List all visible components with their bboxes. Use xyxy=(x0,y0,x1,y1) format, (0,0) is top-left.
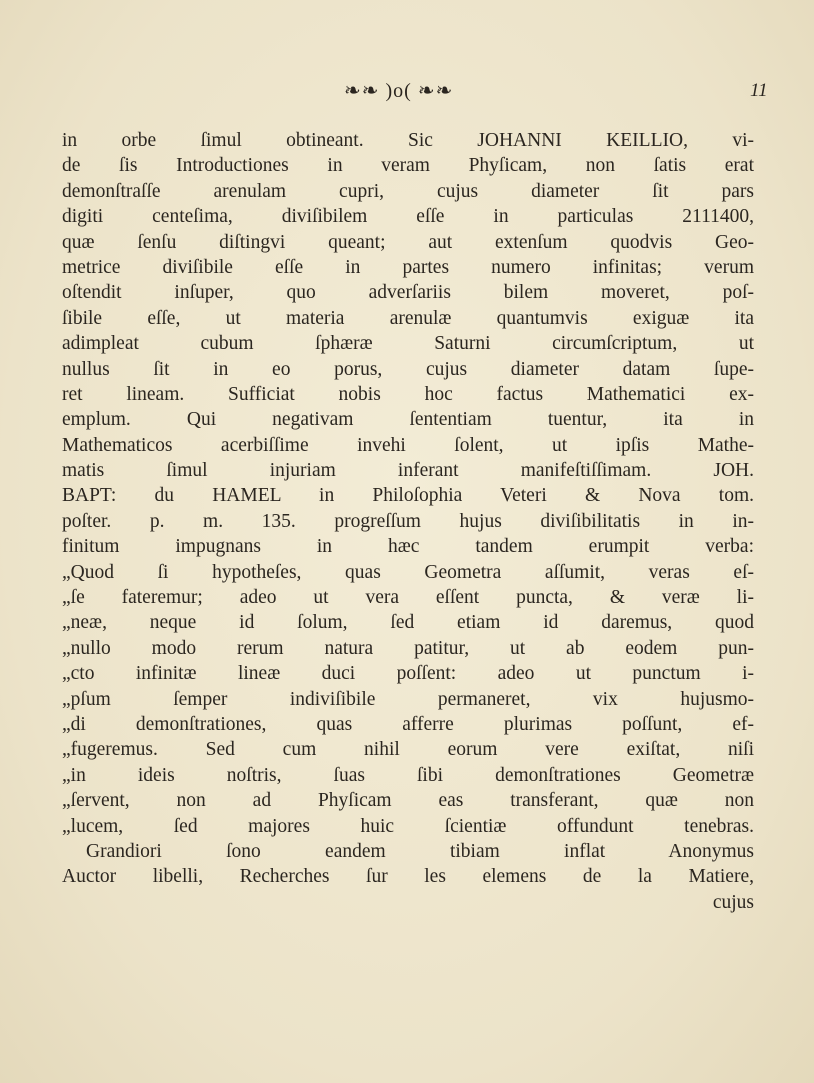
text-line: „nullo modo rerum natura patitur, ut ab eodem pun- xyxy=(62,637,754,659)
text-line: in orbe ſimul obtineant. Sic JOHANNI KEILLIO, vi- xyxy=(62,130,754,151)
text-line: BAPT: du HAMEL in Philoſophia Veteri & Nova tom. xyxy=(62,485,754,507)
text-line: ret lineam. Sufficiat nobis hoc factus Mathematici ex- xyxy=(62,383,754,405)
text-line: emplum. Qui negativam ſententiam tuentur, ita in xyxy=(62,409,754,431)
page-number: 11 xyxy=(750,80,768,101)
catchword: cujus xyxy=(712,891,754,913)
text-line: „di demonſtrationes, quas afferre plurimas poſſunt, ef- xyxy=(62,713,754,735)
text-line: „ſervent, non ad Phyſicam eas transferant, quæ non xyxy=(62,790,754,812)
text-line: adimpleat cubum ſphæræ Saturni circumſcriptum, ut xyxy=(62,333,754,355)
text-line: „pſum ſemper indiviſibile permaneret, vix hujusmo- xyxy=(62,688,754,710)
text-line: matis ſimul injuriam inferant manifeſtiſſimam. JOH. xyxy=(62,460,754,482)
text-line: quæ ſenſu diſtingvi queant; aut extenſum quodvis Geo- xyxy=(62,231,754,253)
text-line: oſtendit inſuper, quo adverſariis bilem moveret, poſ- xyxy=(62,282,754,304)
text-line: de ſis Introductiones in veram Phyſicam, non ſatis erat xyxy=(62,155,754,177)
text-line: metrice diviſibile eſſe in partes numero infinitas; verum xyxy=(62,256,754,278)
text-line: ſibile eſſe, ut materia arenulæ quantumvis exiguæ ita xyxy=(62,307,754,329)
text-line: „neæ, neque id ſolum, ſed etiam id daremus, quod xyxy=(62,612,754,634)
text-line: „lucem, ſed majores huic ſcientiæ offundunt tenebras. xyxy=(62,815,754,837)
text-line: nullus ſit in eo porus, cujus diameter datam ſupe- xyxy=(62,358,754,380)
text-line: demonſtraſſe arenulam cupri, cujus diameter ſit pars xyxy=(62,180,754,202)
text-line: „Quod ſi hypotheſes, quas Geometra aſſumit, veras eſ- xyxy=(62,561,754,583)
text-line: „ſe fateremur; adeo ut vera eſſent puncta, & veræ li- xyxy=(62,587,754,609)
header-ornament: ❧❧ )o( ❧❧ xyxy=(344,80,454,102)
text-line: poſter. p. m. 135. progreſſum hujus diviſibilitatis in in- xyxy=(62,510,754,532)
text-line: „in ideis noſtris, ſuas ſibi demonſtrationes Geometræ xyxy=(62,764,754,786)
text-line: „cto infinitæ lineæ duci poſſent: adeo ut punctum i- xyxy=(62,663,754,685)
text-line: Auctor libelli, Recherches ſur les elemens de la Matiere, xyxy=(62,866,754,888)
text-line: digiti centeſima, diviſibilem eſſe in particulas 2111400, xyxy=(62,206,754,228)
text-line: Mathematicos acerbiſſime invehi ſolent, ut ipſis Mathe- xyxy=(62,434,754,456)
running-header xyxy=(0,78,814,108)
text-line: „fugeremus. Sed cum nihil eorum vere exiſtat, niſi xyxy=(62,739,754,761)
text-line: finitum impugnans in hæc tandem erumpit verba: xyxy=(62,536,754,558)
text-line: Grandiori ſono eandem tibiam inflat Anonymus xyxy=(86,840,754,862)
body-text xyxy=(62,128,754,915)
